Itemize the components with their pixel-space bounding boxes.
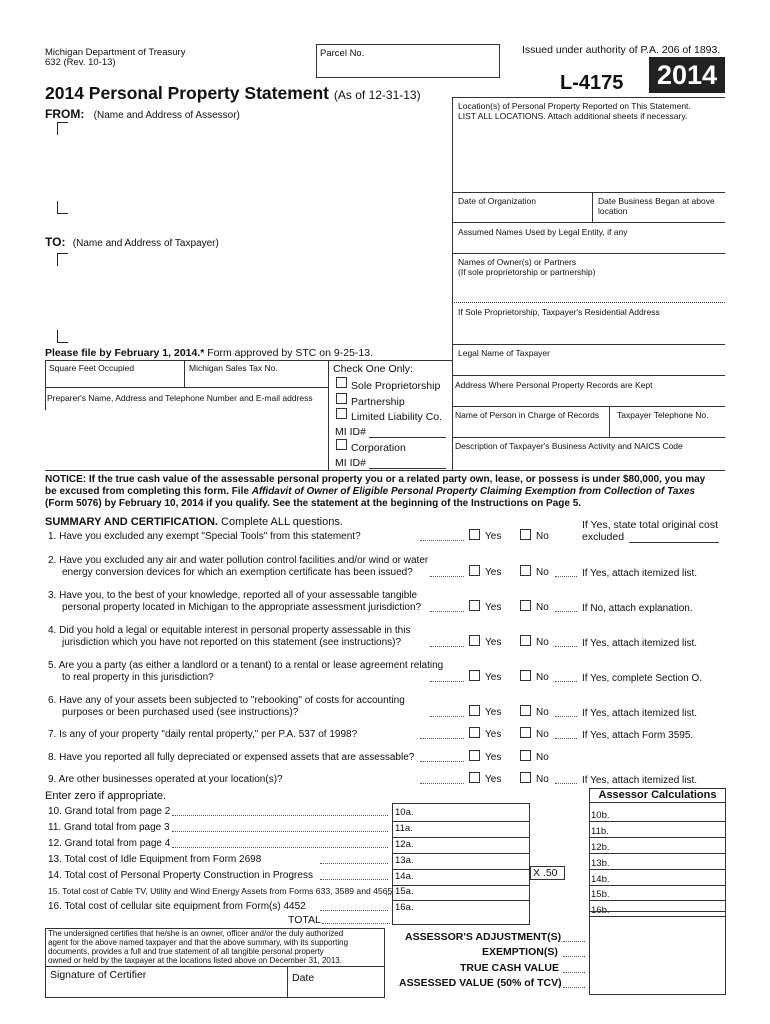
sqft-label[interactable]: Square Feet Occupied (49, 363, 135, 373)
address-corner-mark (57, 201, 68, 214)
no-checkbox[interactable] (520, 727, 531, 738)
from-sub: (Name and Address of Assessor) (93, 110, 240, 121)
option-partnership: Partnership (351, 396, 405, 408)
assumed-names-label[interactable]: Assumed Names Used by Legal Entity, if any (458, 227, 628, 237)
owners-field[interactable] (458, 257, 595, 277)
file-by-date: Please file by February 1, 2014.* (45, 347, 205, 359)
taxpayer-total-field[interactable]: 13a. (395, 855, 414, 866)
yes-label: Yes (485, 774, 502, 785)
leader (555, 576, 577, 577)
to-label: TO: (45, 235, 66, 249)
leader (430, 716, 464, 717)
question-note: If Yes, attach itemized list. (582, 708, 698, 719)
true-cash-value-label: TRUE CASH VALUE (460, 962, 559, 974)
no-checkbox[interactable] (520, 600, 531, 611)
yes-label: Yes (485, 531, 502, 542)
question-note: If Yes, attach itemized list. (582, 638, 698, 649)
taxpayer-total-field[interactable]: 10a. (395, 807, 414, 818)
records-address-label[interactable]: Address Where Personal Property Records are Kept (455, 380, 653, 390)
leader (320, 863, 388, 864)
corporation-checkbox[interactable] (336, 439, 347, 450)
yes-checkbox[interactable] (469, 705, 480, 716)
exemptions-label: EXEMPTION(S) (482, 946, 558, 958)
no-label: No (536, 531, 549, 542)
leader (555, 681, 577, 682)
leader (420, 540, 464, 541)
yes-checkbox[interactable] (469, 750, 480, 761)
to-section (45, 235, 219, 251)
divider (45, 470, 725, 471)
partnership-checkbox[interactable] (336, 393, 347, 404)
summary-heading (45, 516, 343, 529)
total-line-label: 14. Total cost of Personal Property Construction in Progress (48, 870, 313, 881)
no-checkbox[interactable] (520, 750, 531, 761)
divider (589, 837, 726, 838)
divider (392, 853, 530, 854)
to-sub: (Name and Address of Taxpayer) (72, 238, 219, 249)
assessor-calc-heading: Assessor Calculations (589, 788, 726, 803)
leader (555, 783, 577, 784)
option-llc: Limited Liability Co. (351, 411, 443, 423)
leader (172, 815, 388, 816)
no-label: No (536, 602, 549, 613)
assessor-total-field[interactable]: 14b. (591, 874, 610, 885)
leader (386, 894, 391, 895)
leader (322, 923, 390, 924)
question-note: If No, attach explanation. (582, 603, 693, 614)
total-line-label: 10. Grand total from page 2 (48, 806, 171, 817)
authority-note: Issued under authority of P.A. 206 of 1893. (522, 44, 721, 56)
assessor-adjustment-label: ASSESSOR'S ADJUSTMENT(S) (405, 931, 562, 943)
leader (420, 783, 464, 784)
file-by-approved: Form approved by STC on 9-25-13. (204, 347, 374, 359)
phone-label[interactable]: Taxpayer Telephone No. (617, 410, 709, 420)
question-text: 1. Have you excluded any exempt "Special Tools" from this statement? (48, 531, 361, 542)
divider (589, 916, 726, 917)
divider (609, 406, 610, 437)
total-line-label: 12. Grand total from page 4 (48, 838, 171, 849)
divider (589, 885, 726, 886)
yes-label: Yes (485, 567, 502, 578)
person-charge-label[interactable]: Name of Person in Charge of Records (455, 410, 600, 420)
cert-line-4: owned or held by the taxpayer at the locations listed above on December 31, 2013. (48, 956, 342, 965)
owners-label-1: Names of Owner(s) or Partners (458, 257, 577, 267)
check-one-label: Check One Only: (333, 363, 413, 375)
leader (320, 879, 388, 880)
total-label: TOTAL (288, 914, 321, 926)
year-badge: 2014 (649, 57, 725, 93)
taxpayer-total-field[interactable]: 16a. (395, 902, 414, 913)
cert-line-3: documents, provides a full and true statement of all tangible personal property (48, 947, 324, 956)
parcel-number-field[interactable] (316, 44, 500, 78)
assessor-total-field[interactable]: 15b. (591, 889, 610, 900)
leader (563, 987, 585, 988)
leader (172, 847, 388, 848)
x50-multiplier: X .50 (533, 867, 558, 879)
divider (452, 302, 725, 303)
question-text-cont: purposes or been purchased used (see instructions)? (62, 707, 299, 718)
yes-label: Yes (485, 672, 502, 683)
sales-tax-label[interactable]: Michigan Sales Tax No. (189, 363, 278, 373)
total-line-label: 16. Total cost of cellular site equipment from Form(s) 4452 (48, 901, 306, 912)
divider (452, 344, 725, 345)
divider (452, 97, 725, 98)
no-label: No (536, 707, 549, 718)
summary-instruction: Complete ALL questions. (221, 516, 343, 528)
divider (392, 821, 530, 822)
divider (392, 869, 530, 870)
divider (452, 253, 725, 254)
yes-label: Yes (485, 729, 502, 740)
mi-id-label: MI ID# (335, 426, 366, 438)
divider (328, 360, 329, 470)
assessor-total-field[interactable]: 11b. (591, 826, 609, 837)
taxpayer-total-field[interactable]: 12a. (395, 839, 414, 850)
total-line-label: 13. Total cost of Idle Equipment from Form 2698 (48, 854, 262, 865)
question-text: 2. Have you excluded any air and water pollution control facilities and/or wind or water (48, 555, 429, 566)
notice-line-2: be excused from completing this form. File (45, 486, 252, 497)
locations-field[interactable] (458, 101, 691, 121)
yes-checkbox[interactable] (469, 670, 480, 681)
mi-id-field[interactable] (369, 468, 446, 469)
no-checkbox[interactable] (520, 772, 531, 783)
question-text: 6. Have any of your assets been subjected to "rebooking" of costs for accounting (48, 695, 405, 706)
locations-label-1: Location(s) of Personal Property Reported on This Statement. (458, 101, 691, 111)
sole-proprietorship-checkbox[interactable] (336, 377, 347, 388)
assessor-total-field[interactable]: 12b. (591, 842, 610, 853)
leader (563, 956, 585, 957)
no-checkbox[interactable] (520, 565, 531, 576)
excluded-cost-field[interactable] (629, 542, 719, 543)
question-note: If Yes, attach itemized list. (582, 568, 698, 579)
title-text: 2014 Personal Property Statement (45, 83, 330, 103)
notice-affidavit: Affidavit of Owner of Eligible Personal Property Claiming Exemption from Collection of Taxes (251, 486, 696, 497)
divider (589, 869, 726, 870)
yes-checkbox[interactable] (469, 772, 480, 783)
assessor-total-field[interactable]: 16b. (591, 905, 610, 916)
yes-checkbox[interactable] (469, 565, 480, 576)
divider (45, 966, 385, 967)
no-label: No (536, 729, 549, 740)
leader (420, 738, 464, 739)
from-section (45, 107, 240, 123)
no-checkbox[interactable] (520, 635, 531, 646)
address-corner-mark (57, 253, 68, 266)
leader (563, 941, 585, 942)
leader (430, 576, 464, 577)
enter-zero-note: Enter zero if appropriate. (45, 790, 167, 802)
yes-label: Yes (485, 637, 502, 648)
leader (172, 831, 388, 832)
owners-label-2: (If sole proprietorship or partnership) (458, 267, 596, 277)
divider (452, 192, 725, 193)
leader (320, 910, 388, 911)
question-text-cont: to real property in this jurisdiction? (62, 672, 214, 683)
leader (555, 716, 577, 717)
question-text: 8. Have you reported all fully depreciated or expensed assets that are assessable? (48, 752, 415, 763)
question-text: 4. Did you hold a legal or equitable interest in personal property assessable in this (48, 625, 411, 636)
yes-checkbox[interactable] (469, 635, 480, 646)
certification-text (48, 929, 380, 965)
yes-checkbox[interactable] (469, 529, 480, 540)
signature-field-label[interactable]: Signature of Certifier (50, 969, 147, 981)
date-began-field[interactable] (598, 196, 715, 216)
q1-note-2: excluded (582, 531, 625, 543)
divider (392, 837, 530, 838)
divider (452, 406, 725, 407)
taxpayer-total-field[interactable]: 11a. (395, 823, 413, 834)
notice-line-1: NOTICE: If the true cash value of the assessable personal property you or a related party own, lease, or possess is under $80,000, you may (45, 474, 706, 485)
llc-checkbox[interactable] (336, 408, 347, 419)
cert-line-2: agent for the above named taxpayer and that the above summary, with its supporting (48, 938, 349, 947)
leader (430, 681, 464, 682)
form-revision: 632 (Rev. 10-13) (45, 57, 116, 68)
yes-checkbox[interactable] (469, 727, 480, 738)
leader (563, 972, 585, 973)
no-label: No (536, 637, 549, 648)
cert-line-1: The undersigned certifies that he/she is an owner, officer and/or the duly authorized (48, 929, 344, 938)
locations-label-2: LIST ALL LOCATIONS. Attach additional sheets if necessary. (458, 111, 688, 121)
taxpayer-total-field[interactable]: 15a. (395, 886, 414, 897)
mi-id-label: MI ID# (335, 457, 366, 469)
divider (392, 900, 530, 901)
divider (452, 375, 725, 376)
no-checkbox[interactable] (520, 529, 531, 540)
option-corporation: Corporation (351, 442, 406, 454)
divider (45, 360, 46, 410)
from-label: FROM: (45, 107, 85, 121)
yes-label: Yes (485, 707, 502, 718)
title-as-of: (As of 12-31-13) (333, 88, 421, 102)
divider (452, 222, 725, 223)
page-title (45, 83, 421, 105)
question-text-cont: personal property located in Michigan to the appropriate assessment jurisdiction? (62, 602, 422, 613)
date-began-label-1: Date Business Began at above (598, 196, 715, 206)
mi-id-field[interactable] (369, 437, 446, 438)
divider (45, 360, 452, 361)
leader (555, 646, 577, 647)
question-note: If Yes, complete Section O. (582, 673, 703, 684)
question-note: If Yes, attach Form 3595. (582, 730, 694, 741)
summary-title: SUMMARY AND CERTIFICATION. (45, 516, 218, 528)
total-line-label: 11. Grand total from page 3 (48, 822, 170, 833)
assessed-value-label: ASSESSED VALUE (50% of TCV) (399, 977, 562, 989)
q1-note-1: If Yes, state total original cost (582, 519, 718, 531)
question-text: 9. Are other businesses operated at your location(s)? (48, 774, 283, 785)
address-corner-mark (57, 122, 68, 135)
question-text-cont: jurisdiction which you have not reported on this statement (see instructions)? (62, 637, 402, 648)
taxpayer-total-field[interactable]: 14a. (395, 871, 414, 882)
date-organization-label[interactable]: Date of Organization (458, 196, 536, 206)
notice-line-3: (Form 5076) by February 10, 2014 if you qualify. See the statement at the beginning of the Instructions on Page 5. (45, 498, 582, 509)
leader (430, 646, 464, 647)
no-checkbox[interactable] (520, 705, 531, 716)
question-text: 3. Have you, to the best of your knowledge, reported all of your assessable tangible (48, 590, 418, 601)
assessor-total-field[interactable]: 13b. (591, 858, 610, 869)
date-began-label-2: location (598, 206, 628, 216)
question-note: If Yes, attach itemized list. (582, 775, 698, 786)
divider (592, 192, 593, 222)
right-column-border (452, 97, 453, 470)
no-label: No (536, 672, 549, 683)
no-label: No (536, 774, 549, 785)
no-label: No (536, 567, 549, 578)
divider (589, 821, 726, 822)
divider (287, 966, 288, 998)
question-text: 5. Are you a party (as either a landlord or a tenant) to a rental or lease agreement relating (48, 660, 444, 671)
divider (184, 360, 185, 387)
legal-name-label[interactable]: Legal Name of Taxpayer (458, 348, 550, 358)
parcel-label: Parcel No. (320, 48, 365, 59)
divider (45, 387, 328, 388)
yes-label: Yes (485, 752, 502, 763)
date-field-label[interactable]: Date (292, 972, 315, 984)
description-label[interactable]: Description of Taxpayer's Business Activity and NAICS Code (455, 441, 683, 451)
file-by-note (45, 347, 373, 359)
preparer-label[interactable]: Preparer's Name, Address and Telephone Number and E-mail address (47, 393, 313, 403)
divider (589, 853, 726, 854)
assessor-total-field[interactable]: 10b. (591, 810, 610, 821)
divider (589, 911, 726, 912)
total-line-label: 15. Total cost of Cable TV, Utility and Wind Energy Assets from Forms 633, 3589 and 4565 (48, 886, 393, 896)
leader (420, 761, 464, 762)
question-text-cont: energy conversion devices for which an exemption certificate has been issued? (62, 567, 413, 578)
yes-checkbox[interactable] (469, 600, 480, 611)
residential-address-label[interactable]: If Sole Proprietorship, Taxpayer's Residential Address (458, 307, 660, 317)
divider (589, 900, 726, 901)
leader (555, 738, 577, 739)
option-sole-proprietorship: Sole Proprietorship (351, 380, 441, 392)
form-number: L-4175 (560, 72, 624, 94)
leader (430, 611, 464, 612)
assessor-calc-column (589, 788, 726, 995)
no-checkbox[interactable] (520, 670, 531, 681)
leader (555, 611, 577, 612)
question-text: 7. Is any of your property "daily rental property," per P.A. 537 of 1998? (48, 729, 358, 740)
yes-label: Yes (485, 602, 502, 613)
no-label: No (536, 752, 549, 763)
dept-name: Michigan Department of Treasury (45, 47, 186, 58)
address-corner-mark (57, 330, 68, 343)
divider (452, 437, 725, 438)
notice-block (45, 474, 735, 510)
